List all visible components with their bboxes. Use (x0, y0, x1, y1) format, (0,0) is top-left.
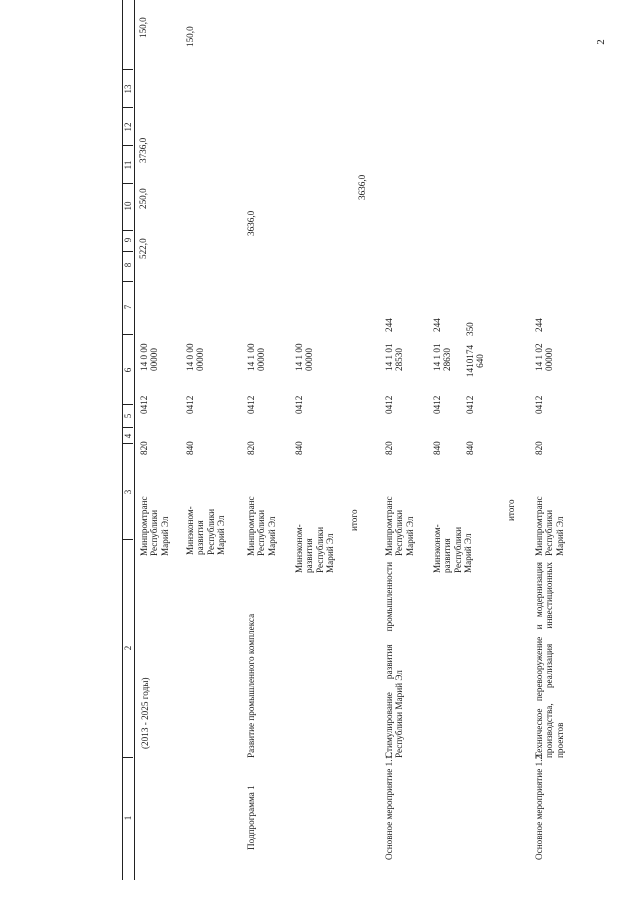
col-number-12: 12 (123, 122, 133, 132)
subprogram-agency-2: Минэконом-развития Республики Марий Эл (294, 524, 336, 573)
col-number-3: 3 (123, 489, 133, 495)
col-separator (123, 757, 133, 758)
col-number-1: 1 (123, 815, 133, 821)
page-number: 2 (594, 39, 607, 45)
subprogram-grbs-1: 820 (246, 441, 256, 455)
program-2024-2: 150,0 (185, 26, 195, 47)
measure-1-1-vr-3: 350 (465, 322, 475, 336)
measure-1-1-csr-3: 1410174 640 (465, 344, 486, 378)
subprogram-rz-1: 0412 (246, 395, 256, 414)
subprogram-grbs-2: 840 (294, 441, 304, 455)
budget-table (122, 0, 639, 880)
measure-1-1-grbs-1: 820 (384, 441, 394, 455)
col-number-8: 8 (123, 262, 133, 268)
program-2021-1: 3736,0 (138, 137, 148, 163)
measure-1-2-label: Основное мероприятие 1.2. (534, 752, 544, 860)
measure-1-1-grbs-3: 840 (465, 441, 475, 455)
measure-1-2-grbs-1: 820 (534, 441, 544, 455)
program-rz-2: 0412 (185, 395, 195, 414)
col-number-11: 11 (123, 160, 133, 170)
program-agency-2: Минэконом-развития Республики Марий Эл (185, 506, 227, 555)
measure-1-1-csr-2: 14 1 01 28630 (432, 343, 453, 371)
program-title: (2013 - 2025 годы) (140, 677, 150, 749)
col-number-13: 13 (123, 84, 133, 94)
program-csr-1: 14 0 00 00000 (139, 343, 160, 371)
subprogram-csr-2: 14 1 00 00000 (294, 343, 315, 371)
col-separator (123, 539, 133, 540)
measure-1-1-vr-2: 244 (432, 318, 442, 332)
measure-1-1-grbs-2: 840 (432, 441, 442, 455)
col-number-10: 10 (123, 201, 133, 211)
subprogram-agency-1: Минпромтранс Республики Марий Эл (246, 496, 277, 556)
col-number-5: 5 (123, 413, 133, 419)
col-separator (123, 334, 133, 335)
measure-1-1-rz-1: 0412 (384, 395, 394, 414)
col-number-4: 4 (123, 433, 133, 439)
header-bottom-border (134, 0, 135, 880)
program-2023-1: 150,0 (138, 17, 148, 38)
col-number-9: 9 (123, 237, 133, 243)
program-2020-1: 250,0 (138, 188, 148, 209)
subprogram-label: Подпрограмма 1 (246, 785, 256, 850)
subprogram-total-2021: 3636,0 (357, 174, 367, 200)
measure-1-1-vr-1: 244 (384, 318, 394, 332)
subprogram-rz-2: 0412 (294, 395, 304, 414)
measure-1-1-rz-3: 0412 (465, 395, 475, 414)
measure-1-2-title: Техническое перевооружение и модернизация производства, реализация инвестиционных проектов (534, 562, 565, 758)
subprogram-2021-1: 3636,0 (246, 210, 256, 236)
subprogram-csr-1: 14 1 00 00000 (246, 343, 267, 371)
col-number-2: 2 (123, 645, 133, 651)
measure-1-2-rz-1: 0412 (534, 395, 544, 414)
measure-1-1-title: Стимулирование развития промышленности Республики Марий Эл (384, 562, 405, 758)
program-rz-1: 0412 (139, 395, 149, 414)
measure-1-1-total-label: итого (506, 499, 516, 521)
measure-1-2-csr-1: 14 1 02 00000 (534, 343, 555, 371)
measure-1-1-agency-1: Минпромтранс Республики Марий Эл (384, 496, 415, 556)
program-agency-1: Минпромтранс Республики Марий Эл (139, 496, 170, 556)
col-number-6: 6 (123, 367, 133, 373)
measure-1-2-agency-1: Минпромтранс Республики Марий Эл (534, 496, 565, 556)
measure-1-1-label: Основное мероприятие 1.1. (384, 752, 394, 860)
program-grbs-1: 820 (139, 441, 149, 455)
measure-1-2-vr-1: 244 (534, 318, 544, 332)
measure-1-1-rz-2: 0412 (432, 395, 442, 414)
subprogram-title: Развитие промышленного комплекса (246, 613, 256, 758)
subprogram-total-label: итого (349, 509, 359, 531)
measure-1-1-agency-2: Минэконом-развития Республики Марий Эл (432, 524, 474, 573)
program-2019-1: 522,0 (138, 238, 148, 259)
col-number-7: 7 (123, 304, 133, 310)
program-grbs-2: 840 (185, 441, 195, 455)
program-csr-2: 14 0 00 00000 (185, 343, 206, 371)
measure-1-1-csr-1: 14 1 01 28530 (384, 343, 405, 371)
